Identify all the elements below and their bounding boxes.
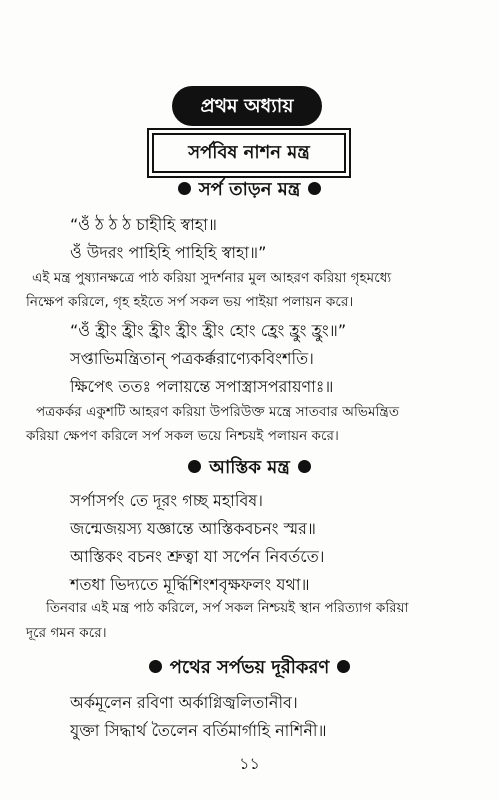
bullet-dot-icon [149,660,162,673]
section-heading-text: আস্তিক মন্ত্র [209,457,290,478]
body-line: এই মন্ত্র পুষ্যানক্ষত্রে পাঠ করিয়া সুদর্শনার মুল আহরণ করিয়া গৃহমধ্যে [32,270,392,286]
bullet-dot-icon [298,460,311,473]
verse-line: শতধা ভিদ্যতে মূর্দ্ধিশিংশবৃক্ষফলং যথা॥ [70,575,310,594]
bullet-dot-icon [337,660,350,673]
body-line: করিয়া ক্ষেপণ করিলে সর্প সকল ভয়ে নিশ্চয়ই পলায়ন করে। [26,428,339,444]
verse-line: অর্কমূলেন রবিণা অর্কাগ্নিজ্বলিতানীব। [70,693,298,712]
verse-line: সপ্তাভিমন্ত্রিতান্‌ পত্রকর্ক্করাণ্যেকবিংশতি। [70,349,314,368]
verse-line: ওঁ উদরং পাহিহি পাহিহি স্বাহা॥” [70,243,267,262]
section-heading-path-sarpabhay [0,653,499,684]
body-line: নিক্ষেপ করিলে, গৃহ হইতে সর্প সকল ভয় পাইয়া পলায়ন করে। [26,294,354,310]
section-heading-text: সর্প তাড়ন মন্ত্র [198,179,301,200]
verse-line: ক্ষিপেৎ ততঃ পলায়ন্তে সপাস্ত্রাসপরায়ণাঃ॥ [70,377,334,396]
body-line: পত্রকর্কর একুশটি আহরণ করিয়া উপরিউক্ত মন্ত্রে সাতবার অভিমন্ত্রিত [36,404,400,420]
verse-line: “ওঁ হ্রীং হ্রীং হ্রীং হ্রীং হ্রীং হোং হ্রেং হ্রুং হ্রুং॥” [70,321,347,340]
verse-line: আস্তিকং বচনং শ্রুত্বা যা সর্পেন নিবর্ততে। [70,547,325,566]
verse-line: “ওঁ ঠ ঠ ঠ চাহীহি স্বাহা॥ [70,215,217,234]
bullet-dot-icon [178,182,191,195]
chapter-title: প্রথম অধ্যায় [172,86,322,126]
page-number: ১১ [239,754,260,773]
body-line: দূরে গমন করে। [26,625,107,641]
section-heading-text: পথের সর্পভয় দূরীকরণ [169,657,330,678]
verse-line: যুক্তা সিদ্ধার্থ তৈলেন বর্তিমার্গাহি নাশিনী॥ [70,721,327,740]
body-line: তিনবার এই মন্ত্র পাঠ করিলে, সর্প সকল নিশ্চয়ই স্থান পরিত্যাগ করিয়া [46,601,409,616]
verse-line: সর্পাসর্পং তে দূরং গচ্ছ মহাবিষ। [70,491,263,510]
section-heading-sarpa-taran [0,175,499,206]
verse-line: জন্মেজয়স্য যজ্ঞান্তে আস্তিকবচনং স্মর॥ [70,519,316,538]
section-heading-astik [0,453,499,484]
bullet-dot-icon [308,182,321,195]
boxed-title: সর্পবিষ নাশন মন্ত্র [152,133,346,173]
bullet-dot-icon [188,460,201,473]
